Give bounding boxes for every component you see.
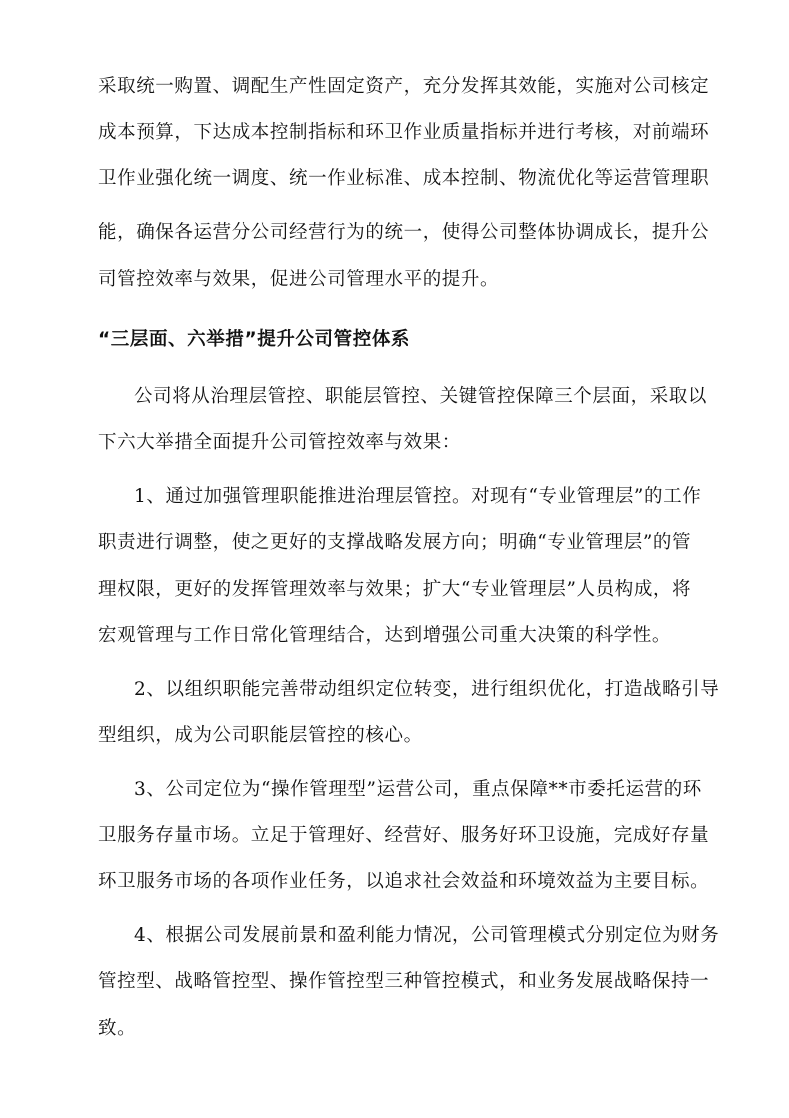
item-1-line: 职责进行调整，使之更好的支撑战略发展方向；明确“专业管理层”的管 (98, 532, 692, 553)
item-4-line: 管控型、战略管控型、操作管控型三种管控模式，和业务发展战略保持一 (98, 971, 710, 992)
item-1-line: 宏观管理与工作日常化管理结合，达到增强公司重大决策的科学性。 (98, 625, 672, 646)
paragraph-line: 卫作业强化统一调度、统一作业标准、成本控制、物流优化等运营管理职 (98, 168, 710, 189)
paragraph-line: 司管控效率与效果，促进公司管理水平的提升。 (98, 269, 500, 290)
item-3-line: 3、公司定位为“操作管理型”运营公司，重点保障**市委托运营的环 (134, 779, 702, 800)
paragraph-line: 采取统一购置、调配生产性固定资产，充分发挥其效能，实施对公司核定 (98, 76, 710, 97)
intro-line: 下六大举措全面提升公司管控效率与效果： (98, 432, 461, 453)
item-4-line: 致。 (98, 1018, 137, 1039)
item-1-line: 理权限，更好的发挥管理效率与效果；扩大“专业管理层”人员构成，将 (98, 579, 692, 600)
intro-line: 公司将从治理层管控、职能层管控、关键管控保障三个层面，采取以 (134, 386, 708, 407)
item-1-line: 1、通过加强管理职能推进治理层管控。对现有“专业管理层”的工作 (134, 486, 702, 507)
section-heading: “三层面、六举措”提升公司管控体系 (98, 329, 411, 350)
paragraph-line: 能，确保各运营分公司经营行为的统一，使得公司整体协调成长，提升公 (98, 222, 710, 243)
item-3-line: 卫服务存量市场。立足于管理好、经营好、服务好环卫设施，完成好存量 (98, 825, 710, 846)
item-3-line: 环卫服务市场的各项作业任务，以追求社会效益和环境效益为主要目标。 (98, 871, 710, 892)
item-4-line: 4、根据公司发展前景和盈利能力情况，公司管理模式分别定位为财务 (134, 925, 720, 946)
item-2-line: 型组织，成为公司职能层管控的核心。 (98, 725, 423, 746)
paragraph-line: 成本预算，下达成本控制指标和环卫作业质量指标并进行考核，对前端环 (98, 122, 710, 143)
item-2-line: 2、以组织职能完善带动组织定位转变，进行组织优化，打造战略引导 (134, 679, 720, 700)
